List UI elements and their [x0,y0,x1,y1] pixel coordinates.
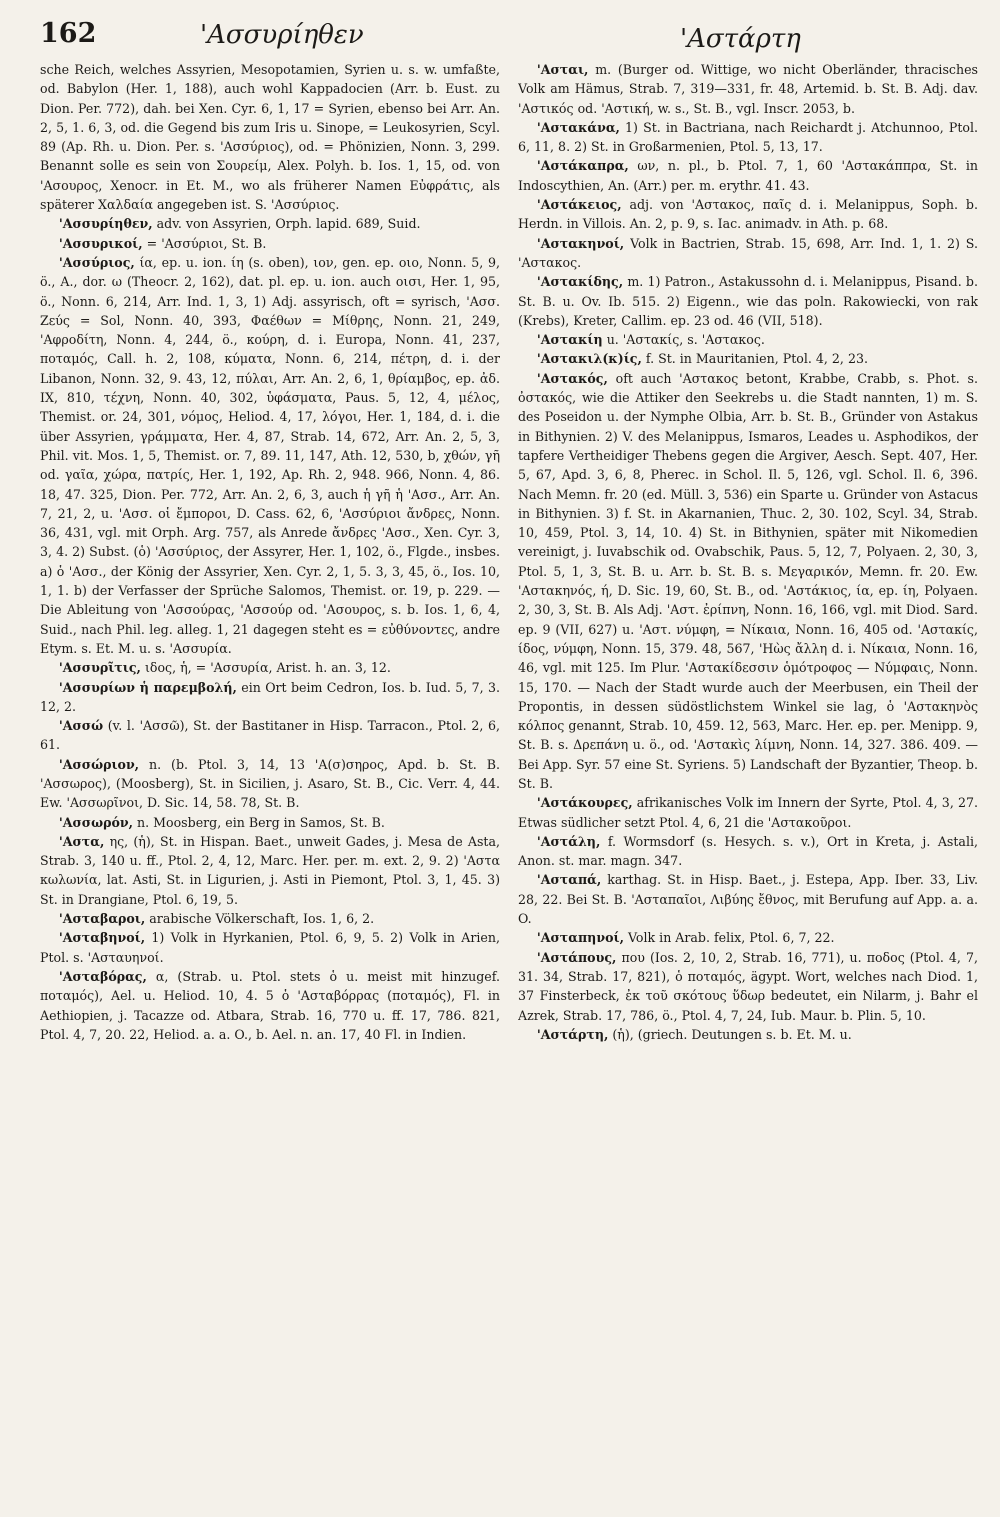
entry-headword: 'Ασται, [536,62,589,77]
entry-headword: 'Αστα, [58,833,105,849]
entry-headword: 'Αστακίη [536,332,603,348]
dictionary-entry [40,909,500,928]
dictionary-entry [40,928,500,967]
entry-text: ein Ort beim Cedron, Ios. b. Iud. 5, 7, 3. 12, 2. [40,679,500,714]
dictionary-entry [40,716,500,755]
entry-text: 1) St. in Bactriana, nach Reichardt j. Atchunnoo, Ptol. 6, 11, 8. 2) St. in Großarmenien, Ptol. 5, 13, 17. [518,119,978,155]
dictionary-entry [40,60,500,214]
right-running-head: 'Αστάρτη [680,24,801,54]
entry-text: α, (Strab. u. Ptol. stets ὁ u. meist mit hinzugef. ποταμός), Ael. u. Heliod. 10, 4. 5 ὁ 'Ασταβόρρας (ποταμός), Fl. in Aethiopien, j. Tacazze od. Atbara, Strab. 16, 770 u. ff. 17, 786. 821, Ptol. 4, 7, 20. 22, Heliod. a. a. O., b. Ael. n. an. 17, 40 Fl. in Indien. [40,968,500,1042]
dictionary-entry [518,272,978,330]
entry-text: f. St. in Mauritanien, Ptol. 4, 2, 23. [645,351,868,367]
entry-text: = 'Ασσύριοι, St. B. [146,235,267,251]
entry-headword: 'Αστακίδης, [536,274,624,290]
entry-headword: 'Αστακιλ(κ)ίς, [536,351,642,367]
entry-text: oft auch 'Αστακος betont, Krabbe, Crabb, s. Phot. s. ὀστακός, wie die Attiker den Seekrebs u. die Stadt nannten, 1) m. S. des Poseidon u. der Nymphe Olbia, Arr. b. St. B., Gründer von Astakus in Bithynien. 2) V. des Melanippus, Ismaros, Leades u. Asphodikos, der tapfere Vertheidiger Thebens gegen die Argiver, Aesch. Sept. 407, Her. 5, 67, Apd. 3, 6, 8, Pherec. in Schol. Il. 5, 126, vgl. Schol. Il. 6, 396. Nach Memn. fr. 20 (ed. Müll. 3, 536) ein Sparte u. Gründer von Astacus in Bithynien. 3) f. St. in Akarnanien, Thuc. 2, 30. 102, Scyl. 34, Strab. 10, 459, Ptol. 3, 14, 10. 4) St. in Bithynien, später mit Nikomedien vereinigt, j. Iuvabschik od. Ovabschik, Paus. 5, 12, 7, Polyaen. 2, 30, 3, Ptol. 5, 1, 3, St. B. u. Arr. b. St. B. s. Μεγαρικόν, Memn. fr. 20. Ew. 'Αστακηνός, ή, D. Sic. 19, 60, St. B., od. 'Αστάκιος, ία, ep. ίη, Polyaen. 2, 30, 3, St. B. Als Adj. 'Αστ. ἐρίπνη, Nonn. 16, 166, vgl. mit Diod. Sard. ep. 9 (VII, 627) u. 'Αστ. νύμφη, = Νίκαια, Nonn. 16, 405 od. 'Αστακίς, ίδος, νύμφη, Nonn. 15, 379. 48, 567, 'Ηὼς ἄλλη d. i. Νίκαια, Nonn. 16, 46, vgl. mit 125. Im Plur. 'Αστακίδεσσιν ὁμότροφος — Νύμφαις, Nonn. 15, 170. — Nach der Stadt wurde auch der Meerbusen, ein Theil der Propontis, in dessen südöstlichstem Winkel sie lag, ὁ 'Ασταкηνὸς κόλπος genannt, Strab. 10, 459. 12, 563, Marc. Her. ep. per. Menipp. 9, St. B. s. Δρεπάνη u. ö., od. 'Αστακὶς λίμνη, Nonn. 14, 327. 386. 409. — Bei App. Syr. 57 eine St. Syriens. 5) Landschaft der Byzantier, Theop. b. St. B. [518,370,978,791]
entry-text: ιδος, ἡ, = 'Ασσυρία, Arist. h. an. 3, 12. [144,660,391,676]
entry-headword: 'Ασσυρικοί, [58,235,143,251]
entry-headword: 'Ασταβηνοί, [58,930,146,946]
dictionary-entry [518,156,978,195]
dictionary-entry [518,234,978,273]
entry-text: (ἡ), (griech. Deutungen s. b. Et. M. u. [612,1026,852,1042]
entry-text: 1) Volk in Hyrkanien, Ptol. 6, 9, 5. 2) Volk in Arien, Ptol. s. 'Ασταυηνοί. [40,930,500,965]
entry-text: karthag. St. in Hisp. Baet., j. Estepa, App. Iber. 33, Liv. 28, 22. Bei St. B. 'Ασταπαῖοι, Λιβύης ἔθνος, mit Berufung auf App. a. a. O. [518,872,978,927]
entry-headword: 'Αστάκειος, [536,197,622,213]
entry-headword: 'Αστάκαπρα, [536,158,629,174]
entry-headword: 'Ασταπηνοί, [536,930,624,946]
entry-text: afrikanisches Volk im Innern der Syrte, Ptol. 4, 3, 27. Etwas südlicher setzt Ptol. 4, 6, 21 die 'Αστακοῦροι. [518,795,978,830]
entry-text: f. Wormsdorf (s. Hesych. s. v.), Ort in Kreta, j. Astali, Anon. st. mar. magn. 347. [518,833,978,869]
entry-text: που (Ios. 2, 10, 2, Strab. 16, 771), u. ποδος (Ptol. 4, 7, 31. 34, Strab. 17, 821), ὁ ποταμός, ägypt. Wort, welches nach Diod. 1, 37 Finsterbeck, ἐκ τοῦ σκότους ὕδωρ bedeutet, ein Nilarm, j. Bahr el Azrek, Strab. 17, 786, ö., Ptol. 4, 7, 24, Iub. Maur. b. Plin. 5, 10. [518,949,978,1023]
page-header [40,14,978,60]
entry-text: adj. von 'Αστακος, παῖς d. i. Melanippus, Soph. b. Herdn. in Villois. An. 2, p. 9, s. Iac. animadv. in Ath. p. 68. [518,197,978,232]
entry-text: arabische Völkerschaft, Ios. 1, 6, 2. [149,911,375,927]
entry-headword: 'Ασσωρόν, [58,814,133,830]
page-number: 162 [40,18,97,49]
dictionary-entry [40,214,500,233]
entry-headword: 'Αστακηνοί, [536,235,625,251]
entry-headword: 'Αστακάνα, [536,119,620,135]
dictionary-entry [518,1025,978,1044]
dictionary-entry [518,369,978,794]
entry-headword: 'Αστάπους, [536,949,617,965]
entry-headword: 'Ασσυρίων ἡ παρεμβολή, [58,679,237,695]
entry-headword: 'Ασσύριος, [58,254,135,270]
entry-headword: 'Ασσυρῖτις, [58,660,141,676]
dictionary-entry [518,349,978,368]
entry-text: ων, n. pl., b. Ptol. 7, 1, 60 'Αστακάππρα, St. in Indoscythien, An. (Arr.) per. m. erythr. 41. 43. [518,158,978,193]
entry-text: sche Reich, welches Assyrien, Mesopotamien, Syrien u. s. w. umfaßte, od. Babylon (Her. 1, 188), auch wohl Kappadocien (Arr. b. Eust. zu Dion. Per. 772), dah. bei Xen. Cyr. 6, 1, 17 = Syrien, ebenso bei Arr. An. 2, 5, 1. 6, 3, od. die Gegend bis zum Iris u. Sinope, = Leukosyrien, Scyl. 89 (Ap. Rh. u. Dion. Per. s. 'Ασσύριος), od. = Phönizien, Nonn. 3, 299. Benannt solle es sein von Σουρείμ, Alex. Polyh. b. Ios. 1, 15, od. von 'Ασουρος, Xenocr. in Et. M., wo als früherer Namen Εὐφράτις, als späterer Χαλδαία angegeben ist. S. 'Ασσύριος. [40,62,500,213]
entry-text: m. (Burger od. Wittige, wo nicht Oberländer, thracisches Volk am Hämus, Strab. 7, 319—331, fr. 48, Artemid. b. St. B. Adj. dav. 'Αστικός od. 'Αστική, w. s., St. B., vgl. Inscr. 2053, b. [518,62,978,116]
entry-text: ης, (ἡ), St. in Hispan. Baet., unweit Gades, j. Mesa de Asta, Strab. 3, 140 u. ff., Ptol. 2, 4, 12, Marc. Her. per. m. ext. 2, 9. 2) 'Αστα κωλωνία, lat. Asti, St. in Ligurien, j. Asti in Piemont, Ptol. 3, 1, 45. 3) St. in Drangiane, Ptol. 6, 19, 5. [40,833,500,907]
dictionary-entry [40,755,500,813]
dictionary-entry [40,678,500,717]
entry-text: adv. von Assyrien, Orph. lapid. 689, Suid. [156,216,421,232]
dictionary-entry [40,813,500,832]
dictionary-entry [40,253,500,658]
dictionary-entry [518,832,978,871]
dictionary-entry [40,658,500,677]
entry-text: u. 'Αστακίς, s. 'Αστακος. [606,332,765,348]
entry-text: n. (b. Ptol. 3, 14, 13 'Α(σ)σηρος, Apd. b. St. B. 'Ασσωρος), (Moosberg), St. in Sicilien, j. Asaro, St. B., Cic. Verr. 4, 44. Ew. 'Ασσωρῖνοι, D. Sic. 14, 58. 78, St. B. [40,756,500,811]
entry-text: Volk in Bactrien, Strab. 15, 698, Arr. Ind. 1, 1. 2) S. 'Αστακος. [518,235,978,270]
dictionary-entry [518,118,978,157]
dictionary-entry [518,793,978,832]
left-running-head: 'Ασσυρίηθεν [200,20,364,50]
dictionary-entry [40,967,500,1044]
entry-text: n. Moosberg, ein Berg in Samos, St. B. [137,814,385,830]
entry-text: ία, ep. u. ion. ίη (s. oben), ιον, gen. ep. οιο, Nonn. 5, 9, ö., A., dor. ω (Theocr. 2, 162), dat. pl. ep. u. ion. auch οισι, Her. 1, 95, ö., Nonn. 6, 214, Arr. Ind. 1, 3, 1) Adj. assyrisch, oft = syrisch, 'Ασσ. Ζεύς = Sol, Nonn. 40, 393, Φαέθων = Μίθρης, Nonn. 21, 249, 'Αφροδίτη, Nonn. 4, 244, ö., κούρη, d. i. Europa, Nonn. 41, 237, ποταμός, Call. h. 2, 108, κύματα, Nonn. 6, 214, πέτρη, d. i. der Libanon, Nonn. 32, 9. 43, 12, πύλαι, Arr. An. 2, 6, 1, θρίαμβος, ep. ἀδ. IX, 810, τέχνη, Nonn. 40, 302, ὑφάσματα, Paus. 5, 12, 4, μέλος, Themist. or. 24, 301, νόμος, Heliod. 4, 17, λόγοι, Her. 1, 184, d. i. die über Assyrien, γράμματα, Her. 4, 87, Strab. 14, 672, Arr. An. 2, 5, 3, Phil. vit. Mos. 1, 5, Themist. or. 7, 89. 11, 147, Ath. 12, 530, b, χθών, γῆ od. γαῖα, χώρα, πατρίς, Her. 1, 192, Ap. Rh. 2, 948. 966, Nonn. 4, 86. 18, 47. 325, Dion. Per. 772, Arr. An. 2, 6, 3, auch ἡ γῆ ἡ 'Ασσ., Arr. An. 7, 21, 2, u. 'Ασσ. οἱ ἔμποροι, D. Cass. 62, 6, 'Ασσύριοι ἄνδρες, Nonn. 36, 431, vgl. mit Orph. Arg. 757, als Anrede ἄνδρες 'Ασσ., Xen. Cyr. 3, 3, 4. 2) Subst. (ὁ) 'Ασσύριος, der Assyrer, Her. 1, 102, ö., Flgde., insbes. a) ὁ 'Ασσ., der König der Assyrier, Xen. Cyr. 2, 1, 5. 3, 3, 45, ö., Ios. 10, 1, 1. b) der Verfasser der Sprüche Salomos, Themist. or. 19, p. 229. — Die Ableitung von 'Ασσούρας, 'Ασσούρ od. 'Ασουρος, s. b. Ios. 1, 6, 4, Suid., nach Phil. leg. alleg. 1, 21 dagegen steht es = εὐθύνοντες, andre Etym. s. Et. M. u. s. 'Ασσυρία. [40,254,500,656]
dictionary-entry [518,870,978,928]
entry-headword: 'Ασταπά, [536,872,602,888]
entry-headword: 'Αστάκουρες, [536,795,633,811]
dictionary-entry [518,928,978,947]
entry-headword: 'Ασταβόρας, [58,968,147,984]
entry-headword: 'Ασσυρίηθεν, [58,216,153,232]
dictionary-entry [518,195,978,234]
dictionary-entry [40,234,500,253]
entry-text: Volk in Arab. felix, Ptol. 6, 7, 22. [627,930,835,946]
entry-headword: 'Ασσώριον, [58,756,140,772]
text-columns [40,60,978,1507]
entry-headword: 'Ασταβαροι, [58,911,146,927]
entry-headword: 'Ασσώ [58,718,104,734]
entry-headword: 'Αστάλη, [536,833,601,849]
entry-headword: 'Αστάρτη, [536,1026,609,1042]
right-column [518,60,978,1507]
dictionary-entry [518,330,978,349]
entry-text: m. 1) Patron., Astakussohn d. i. Melanippus, Pisand. b. St. B. u. Ov. Ib. 515. 2) Eigenn., wie das poln. Rakowiecki, von rak (Krebs), Kreter, Callim. ep. 23 od. 46 (VII, 518). [518,274,978,328]
entry-headword: 'Αστακός, [536,370,608,386]
left-column [40,60,500,1507]
dictionary-entry [40,832,500,909]
dictionary-entry [518,60,978,118]
entry-text: (v. l. 'Ασσῶ), St. der Bastitaner in Hisp. Tarracon., Ptol. 2, 6, 61. [40,718,500,753]
dictionary-entry [518,948,978,1025]
